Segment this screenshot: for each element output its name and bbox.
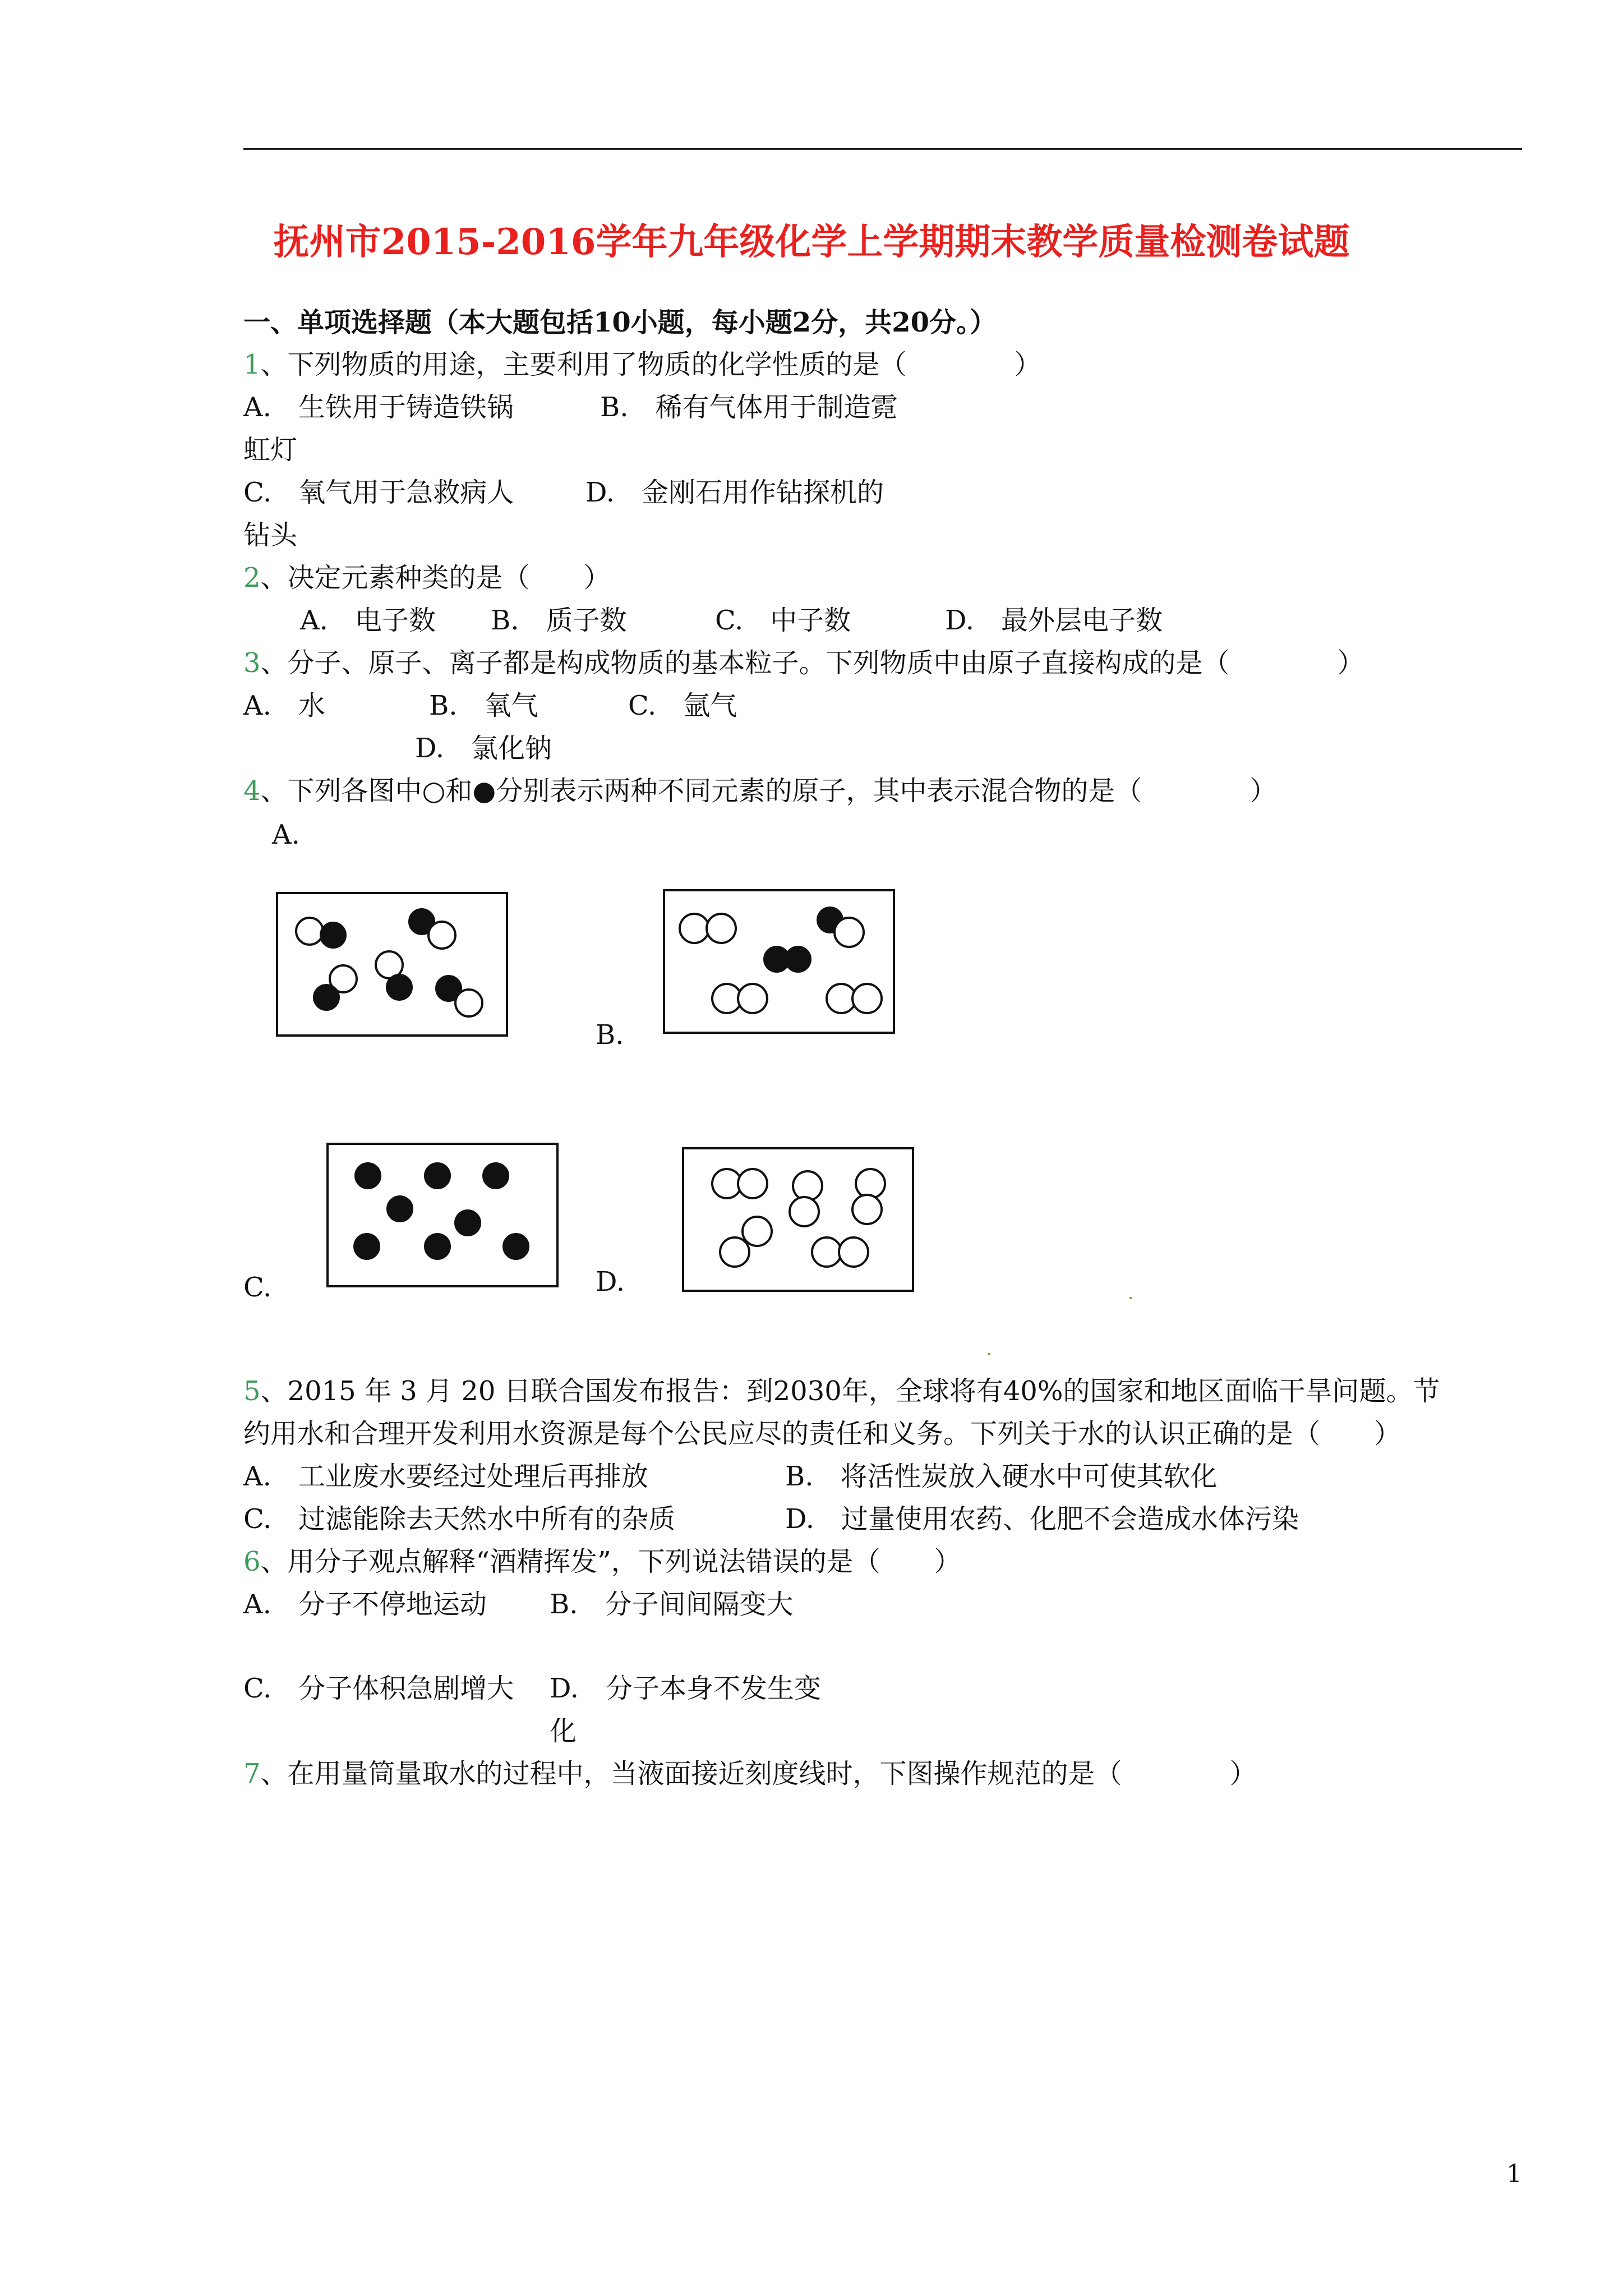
- question-stem: 、决定元素种类的是（ ）: [260, 562, 611, 593]
- question-stem: 、用分子观点解释“酒精挥发”，下列说法错误的是（ ）: [260, 1546, 961, 1577]
- q6-option-d-wrap: 化: [550, 1715, 577, 1747]
- white-atom: [790, 1197, 819, 1226]
- question-5: [243, 1374, 1440, 1408]
- question-stem: 、下列各图中○和●分别表示两种不同元素的原子，其中表示混合物的是（ ）: [260, 775, 1277, 807]
- q1-option-d: D. 金刚石用作钻探机的: [585, 477, 884, 508]
- question-7: [243, 1757, 1257, 1791]
- black-atom: [354, 1234, 379, 1259]
- black-atom: [356, 1163, 380, 1188]
- black-atom: [321, 923, 345, 947]
- q3-option-b: B. 氧气: [429, 690, 538, 721]
- black-atom: [314, 985, 339, 1010]
- q4-option-a: A.: [272, 819, 300, 850]
- white-atom: [296, 918, 323, 945]
- white-atom: [856, 1169, 885, 1198]
- question-6: [243, 1545, 961, 1579]
- stray-mark: [1129, 1297, 1132, 1299]
- q1-option-b-wrap: 虹灯: [243, 434, 298, 466]
- question-number: 2: [243, 562, 261, 593]
- white-atom: [720, 1237, 749, 1267]
- white-atom: [852, 1195, 882, 1224]
- q6-option-c: C. 分子体积急剧增大: [243, 1673, 514, 1704]
- q1-option-d-wrap: 钻头: [243, 519, 298, 551]
- white-atom: [852, 984, 882, 1013]
- question-5-continued: 约用水和合理开发利用水资源是每个公民应尽的责任和义务。下列关于水的认识正确的是（ ）: [243, 1418, 1401, 1450]
- page-title: 抚州市2015-2016学年九年级化学上学期期末教学质量检测卷试题: [273, 221, 1350, 263]
- question-number: 5: [243, 1375, 261, 1407]
- q6-option-a: A. 分子不停地运动: [243, 1589, 487, 1620]
- q3-option-a: A. 水: [243, 690, 325, 721]
- diagram-d-particles: [712, 1169, 885, 1267]
- q1-option-b: B. 稀有气体用于制造霓: [600, 392, 898, 423]
- white-atom: [812, 1237, 841, 1267]
- q5-option-a: A. 工业废水要经过处理后再排放: [243, 1461, 648, 1492]
- diagram-c-particles: [354, 1163, 528, 1259]
- question-stem: 、在用量筒量取水的过程中，当液面接近刻度线时，下图操作规范的是（ ）: [260, 1758, 1257, 1789]
- question-stem: 、2015 年 3 月 20 日联合国发布报告：到2030年，全球将有40%的国家和地区面临干旱问题。节: [260, 1375, 1440, 1407]
- q5-option-c: C. 过滤能除去天然水中所有的杂质: [243, 1503, 676, 1535]
- question-number: 4: [243, 775, 261, 807]
- q1-option-a: A. 生铁用于铸造铁锅: [243, 392, 514, 423]
- diagram-a-particles: [296, 909, 482, 1016]
- q1-option-c: C. 氧气用于急救病人: [243, 477, 514, 508]
- q3-option-c: C. 氩气: [628, 690, 737, 721]
- black-atom: [483, 1163, 508, 1188]
- white-atom: [743, 1217, 772, 1246]
- q6-option-b: B. 分子间间隔变大: [550, 1589, 794, 1620]
- q4-option-b: B.: [596, 1019, 624, 1051]
- question-stem: 、分子、原子、离子都是构成物质的基本粒子。下列物质中由原子直接构成的是（ ）: [260, 647, 1364, 679]
- q5-option-b: B. 将活性炭放入硬水中可使其软化: [785, 1461, 1218, 1492]
- white-atom: [455, 990, 482, 1016]
- white-atom: [834, 918, 864, 947]
- q3-option-d: D. 氯化钠: [415, 733, 552, 764]
- question-number: 6: [243, 1546, 261, 1577]
- question-number: 1: [243, 349, 261, 380]
- black-atom: [388, 1197, 412, 1221]
- q2-option-b: B. 质子数: [491, 605, 627, 636]
- black-atom: [425, 1163, 450, 1188]
- question-number: 7: [243, 1758, 261, 1789]
- black-atom: [504, 1234, 528, 1259]
- white-atom: [839, 1237, 868, 1267]
- q6-option-d: D. 分子本身不发生变: [550, 1673, 822, 1704]
- question-number: 3: [243, 647, 261, 679]
- diagram-b-particles: [680, 908, 882, 1013]
- q2-option-d: D. 最外层电子数: [945, 605, 1163, 636]
- white-atom: [428, 922, 455, 949]
- black-atom: [786, 947, 810, 972]
- page-number: 1: [1506, 2160, 1522, 2188]
- q4-option-d: D.: [596, 1266, 625, 1297]
- white-atom: [793, 1171, 822, 1200]
- white-atom: [707, 914, 736, 943]
- q2-option-c: C. 中子数: [715, 605, 851, 636]
- question-stem: 、下列物质的用途，主要利用了物质的化学性质的是（ ）: [260, 349, 1041, 380]
- black-atom: [387, 975, 412, 1000]
- white-atom: [680, 914, 709, 943]
- white-atom: [738, 1169, 767, 1198]
- black-atom: [425, 1234, 450, 1259]
- white-atom: [738, 984, 767, 1013]
- q4-option-c: C.: [243, 1272, 272, 1303]
- black-atom: [455, 1211, 480, 1235]
- section-heading: 一、单项选择题（本大题包括10小题，每小题2分，共20分。）: [243, 307, 997, 338]
- q2-option-a: A. 电子数: [300, 605, 436, 636]
- q5-option-d: D. 过量使用农药、化肥不会造成水体污染: [785, 1503, 1299, 1535]
- stray-mark: [988, 1353, 990, 1355]
